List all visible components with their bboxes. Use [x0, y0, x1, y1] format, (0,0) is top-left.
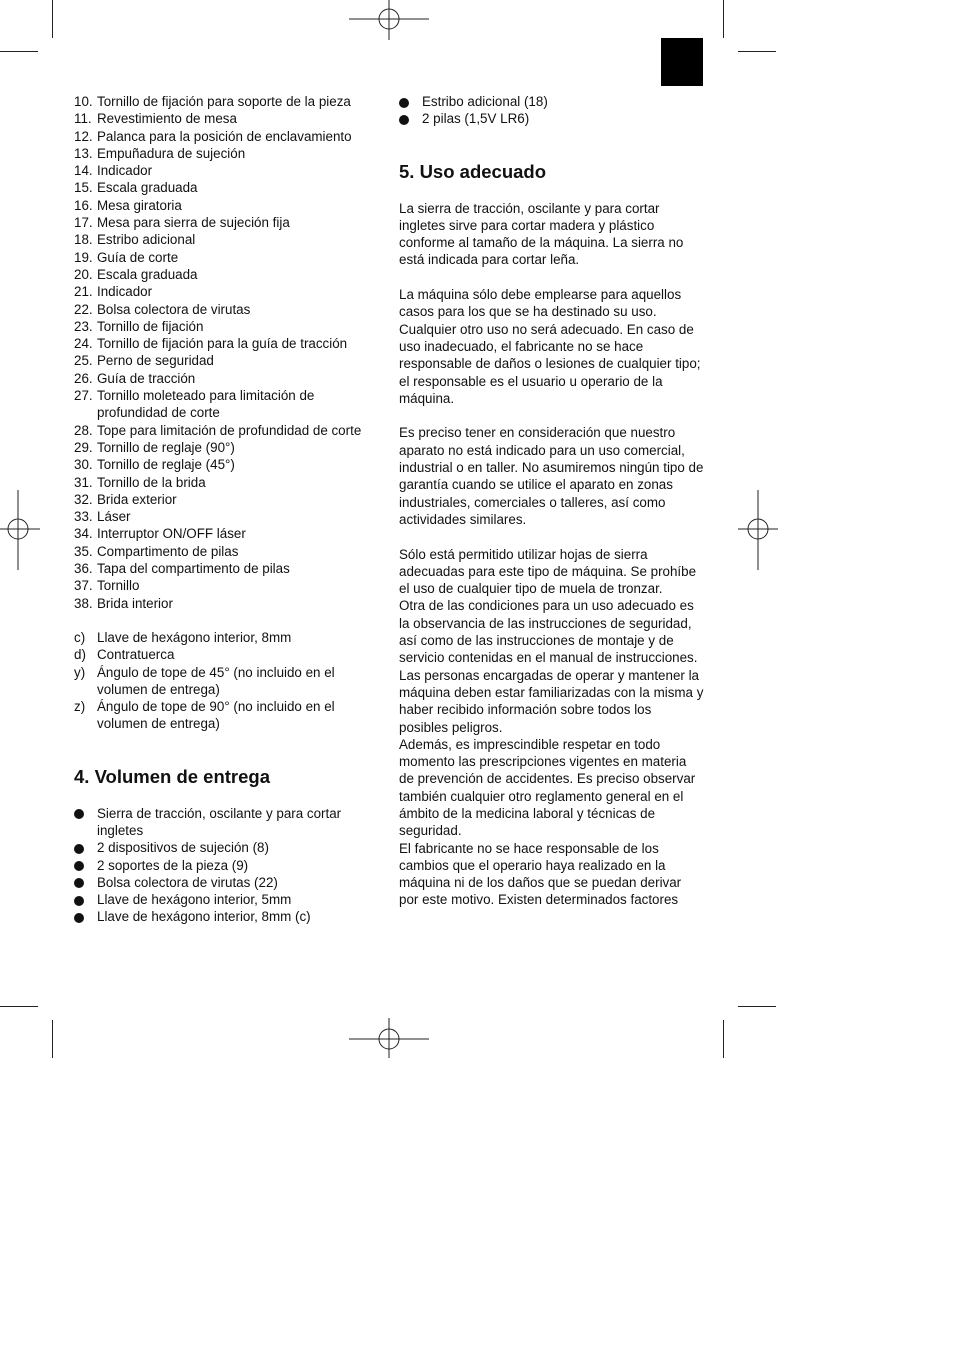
list-item: 35. Compartimento de pilas: [74, 543, 239, 559]
bullet-icon: [74, 878, 84, 888]
list-item: 23. Tornillo de fijación: [74, 318, 204, 334]
delivery-list: [74, 805, 379, 926]
registration-mark-icon: [0, 490, 40, 570]
bullet-icon: [74, 844, 84, 854]
paragraph: La sierra de tracción, oscilante y para cortar ingletes sirve para cortar madera y plástico conforme al tamaño de la máquina. La sierra no está indicada para cortar leña.: [399, 200, 684, 268]
list-item: z) Ángulo de tope de 90° (no incluido en el volumen de entrega): [74, 699, 335, 732]
paragraph: El fabricante no se hace responsable de los cambios que el operario haya realizado en la máquina ni de los daños que se puedan derivar por este motivo. Existen determinados factores: [399, 840, 682, 908]
list-item: 19. Guía de corte: [74, 249, 179, 265]
list-item: 26. Guía de tracción: [74, 370, 196, 386]
paragraph: Sólo está permitido utilizar hojas de sierra adecuadas para este tipo de máquina. Se prohíbe el uso de cualquier tipo de muela de tronzar.: [399, 546, 697, 597]
section-heading-volumen: 4. Volumen de entrega: [74, 765, 271, 787]
list-item: 2 soportes de la pieza (9): [74, 857, 379, 874]
registration-mark-icon: [349, 1018, 429, 1058]
bullet-icon: [74, 861, 84, 871]
list-item: 12. Palanca para la posición de enclavamiento: [74, 128, 352, 144]
parts-list: [74, 93, 379, 612]
list-item: 38. Brida interior: [74, 595, 173, 611]
list-item: 29. Tornillo de reglaje (90°): [74, 439, 235, 455]
paragraph: Otra de las condiciones para un uso adecuado es la observancia de las instrucciones de seguridad, así como de las instrucciones de montaje y de servicio contenidas en el manual de instrucciones.: [399, 598, 698, 666]
registration-mark-icon: [738, 490, 778, 570]
left-column: [74, 93, 379, 926]
accessory-list: [74, 629, 379, 733]
crop-mark: [0, 51, 38, 52]
list-item: 14. Indicador: [74, 163, 153, 179]
bullet-icon: [399, 98, 409, 108]
list-item: 31. Tornillo de la brida: [74, 474, 206, 490]
list-item: 2 pilas (1,5V LR6): [399, 110, 704, 127]
list-item: 30. Tornillo de reglaje (45°): [74, 457, 235, 473]
list-item: Bolsa colectora de virutas (22): [74, 874, 379, 891]
crop-mark: [0, 1006, 38, 1007]
list-item: 34. Interruptor ON/OFF láser: [74, 526, 246, 542]
bullet-icon: [74, 809, 84, 819]
list-item: 10. Tornillo de fijación para soporte de la pieza: [74, 94, 351, 109]
crop-mark: [723, 0, 724, 38]
list-item: c) Llave de hexágono interior, 8mm: [74, 629, 292, 645]
crop-mark: [723, 1020, 724, 1058]
list-item: 15. Escala graduada: [74, 180, 198, 196]
list-item: Llave de hexágono interior, 5mm: [74, 891, 379, 908]
list-item: 18. Estribo adicional: [74, 232, 196, 248]
paragraph: Las personas encargadas de operar y mantener la máquina deben estar familiarizadas con la misma y haber recibido información sobre todos los posibles peligros.: [399, 667, 704, 735]
list-item: 36. Tapa del compartimento de pilas: [74, 561, 290, 577]
crop-mark: [52, 1020, 53, 1058]
list-item: 33. Láser: [74, 509, 131, 525]
list-item: 16. Mesa giratoria: [74, 197, 182, 213]
list-item: 21. Indicador: [74, 284, 153, 300]
bullet-icon: [399, 115, 409, 125]
list-item: 22. Bolsa colectora de virutas: [74, 301, 251, 317]
crop-mark: [738, 1006, 776, 1007]
paragraph: Además, es imprescindible respetar en todo momento las prescripciones vigentes en materia de prevención de accidentes. Es preciso observar también cualquier otro reglamento general en el ámbito de la medicina laboral y técnicas de seguridad.: [399, 736, 696, 839]
registration-mark-icon: [349, 0, 429, 40]
list-item: 13. Empuñadura de sujeción: [74, 145, 246, 161]
paragraph: Es preciso tener en consideración que nuestro aparato no está indicado para un uso comercial, industrial o en taller. No asumiremos ningún tipo de garantía cuando se utilice el aparato en zonas industriales, comerciales o talleres, así como actividades similares.: [399, 425, 704, 527]
crop-mark: [52, 0, 53, 38]
list-item: 32. Brida exterior: [74, 491, 177, 507]
delivery-list-continued: [399, 93, 704, 128]
list-item: y) Ángulo de tope de 45° (no incluido en el volumen de entrega): [74, 664, 335, 697]
list-item: 20. Escala graduada: [74, 266, 198, 282]
section-heading-uso: 5. Uso adecuado: [399, 160, 547, 182]
right-column: [399, 93, 704, 909]
list-item: Sierra de tracción, oscilante y para cortar ingletes: [74, 805, 379, 840]
list-item: 37. Tornillo: [74, 578, 140, 594]
bullet-icon: [74, 896, 84, 906]
language-tab-marker: [661, 38, 703, 86]
bullet-icon: [74, 913, 84, 923]
list-item: 17. Mesa para sierra de sujeción fija: [74, 215, 290, 231]
paragraph: La máquina sólo debe emplearse para aquellos casos para los que se ha destinado su uso. Cualquier otro uso no será adecuado. En caso de uso inadecuado, el fabricante no se hace responsable de daños o lesiones de cualquier tipo; el responsable es el usuario u operario de la máquina.: [399, 287, 701, 406]
list-item: 27. Tornillo moleteado para limitación de profundidad de corte: [74, 388, 315, 421]
list-item: 25. Perno de seguridad: [74, 353, 214, 369]
list-item: Llave de hexágono interior, 8mm (c): [74, 908, 379, 925]
crop-mark: [738, 51, 776, 52]
list-item: 2 dispositivos de sujeción (8): [74, 839, 379, 856]
list-item: 11. Revestimiento de mesa: [74, 111, 237, 127]
list-item: d) Contratuerca: [74, 647, 175, 663]
list-item: 28. Tope para limitación de profundidad de corte: [74, 422, 362, 438]
list-item: 24. Tornillo de fijación para la guía de tracción: [74, 336, 348, 352]
list-item: Estribo adicional (18): [399, 93, 704, 110]
